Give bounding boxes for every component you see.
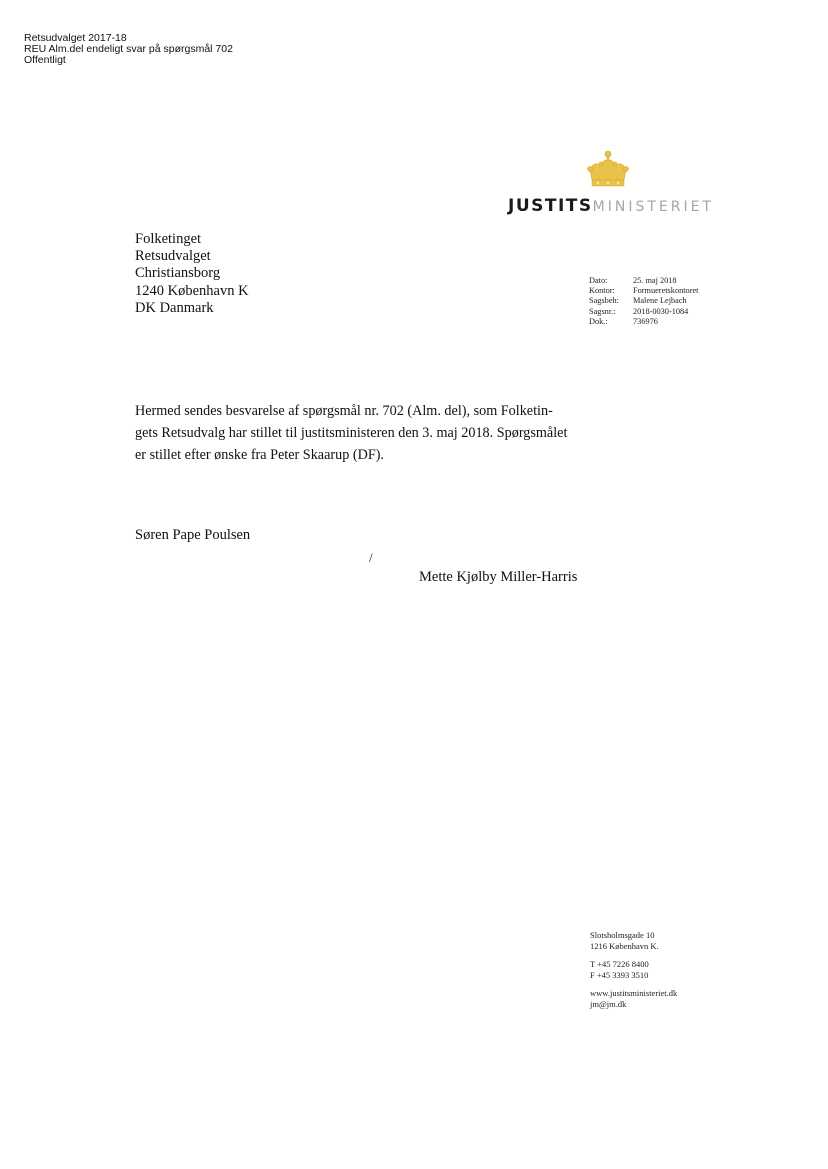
- meta-row-office: [589, 286, 698, 296]
- meta-label: Dok.:: [589, 316, 608, 326]
- meta-label: Sagsbeh:: [589, 296, 619, 306]
- meta-value: 2018-0030-1084: [633, 306, 689, 316]
- meta-value: 736976: [633, 316, 658, 326]
- meta-value: 25. maj 2018: [633, 276, 677, 285]
- stamp-reference: REU Alm.del endeligt svar på spørgsmål 702: [24, 43, 233, 55]
- meta-row-case-number: [589, 307, 698, 317]
- stamp-committee: Retsudvalget 2017-18: [24, 32, 127, 44]
- address-city: 1216 København K.: [590, 940, 659, 951]
- official-signature: Mette Kjølby Miller-Harris: [419, 569, 578, 585]
- recipient-line: Retsudvalget: [135, 248, 211, 265]
- meta-label: Dato:: [589, 276, 608, 285]
- document-metadata: [589, 276, 698, 327]
- logo-bold-text: JUSTITS: [508, 196, 593, 216]
- body-line: er stillet efter ønske fra Peter Skaarup (DF).: [135, 447, 384, 463]
- contact-email: jm@jm.dk: [590, 998, 627, 1009]
- meta-label: Kontor:: [589, 286, 615, 296]
- signature-slash: /: [369, 550, 373, 565]
- letter-body: [135, 400, 575, 466]
- meta-row-date: [589, 276, 698, 286]
- ministry-logo: [508, 196, 714, 216]
- contact-phone: T +45 7226 8400: [590, 959, 649, 969]
- document-stamp: [24, 33, 233, 66]
- crown-icon: [584, 150, 632, 192]
- stamp-status: Offentligt: [24, 54, 66, 66]
- meta-row-caseworker: [589, 296, 698, 306]
- meta-value: Malene Lejbach: [633, 296, 687, 306]
- body-line: gets Retsudvalg har stillet til justitsministeren den 3. maj 2018. Spørgsmålet: [135, 425, 568, 441]
- body-line: Hermed sendes besvarelse af spørgsmål nr. 702 (Alm. del), som Folketin-: [135, 403, 553, 419]
- recipient-line: 1240 København K: [135, 282, 249, 299]
- meta-label: Sagsnr.:: [589, 306, 616, 316]
- recipient-address: [135, 231, 249, 317]
- address-street: Slotsholmsgade 10: [590, 930, 655, 940]
- meta-row-document: [589, 317, 698, 327]
- recipient-line: Folketinget: [135, 231, 202, 247]
- meta-value: Formueretskontoret: [633, 286, 699, 296]
- logo-light-text: MINISTERIET: [592, 199, 714, 215]
- minister-signature: Søren Pape Poulsen: [135, 527, 251, 543]
- ministry-contact: [590, 930, 677, 1009]
- contact-website: www.justitsministeriet.dk: [590, 988, 678, 998]
- recipient-line: DK Danmark: [135, 299, 214, 316]
- contact-fax: F +45 3393 3510: [590, 969, 649, 980]
- recipient-line: Christiansborg: [135, 265, 221, 282]
